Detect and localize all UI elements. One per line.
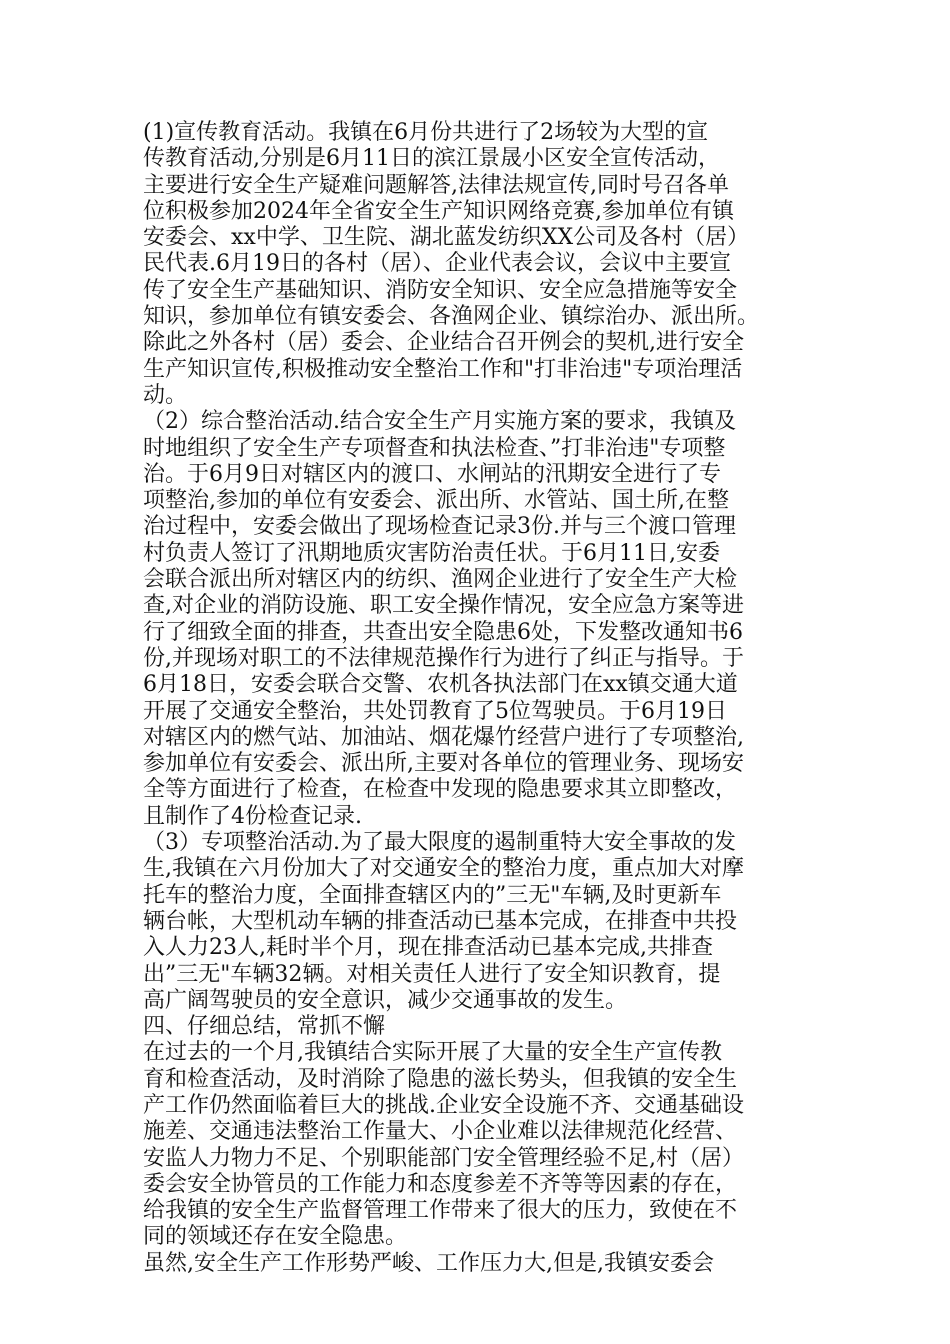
text-line: 同的领域还存在安全隐患。 <box>143 1224 408 1250</box>
text-line: 托车的整治力度，全面排查辖区内的”三无"车辆,及时更新车 <box>143 882 722 908</box>
text-line: 村负责人签订了汛期地质灾害防治责任状。于6月11日,安委 <box>143 540 720 566</box>
text-line: 在过去的一个月,我镇结合实际开展了大量的安全生产宣传教 <box>143 1040 722 1066</box>
text-line: 治。于6月9日对辖区内的渡口、水闸站的汛期安全进行了专 <box>143 461 721 487</box>
text-line: 安委会、xx中学、卫生院、湖北蓝发纺织XX公司及各村（居） <box>143 225 750 251</box>
text-line: 动。 <box>143 382 188 408</box>
text-line: 时地组织了安全生产专项督查和执法检查、”打非治违"专项整 <box>143 435 726 461</box>
text-line: 除此之外各村（居）委会、企业结合召开例会的契机,进行安全 <box>143 330 744 356</box>
text-line: 安监人力物力不足、个别职能部门安全管理经验不足,村（居） <box>143 1145 744 1171</box>
text-line: (1)宣传教育活动。我镇在6月份共进行了2场较为大型的宣 <box>143 120 709 145</box>
body-text <box>143 120 803 1277</box>
text-line: 传教育活动,分别是6月11日的滨江景晟小区安全宣传活动， <box>143 146 720 172</box>
text-line: （2）综合整治活动.结合安全生产月实施方案的要求，我镇及 <box>143 409 736 435</box>
text-line: 知识，参加单位有镇安委会、各渔网企业、镇综治办、派出所。 <box>143 304 760 330</box>
text-line: 对辖区内的燃气站、加油站、烟花爆竹经营户进行了专项整治, <box>143 724 744 750</box>
text-line: 育和检查活动，及时消除了隐患的滋长势头，但我镇的安全生 <box>143 1066 738 1092</box>
text-line: （3）专项整治活动.为了最大限度的遏制重特大安全事故的发 <box>143 830 736 856</box>
text-line: 治过程中，安委会做出了现场检查记录3份.并与三个渡口管理 <box>143 514 736 540</box>
text-line: 传了安全生产基础知识、消防安全知识、安全应急措施等安全 <box>143 277 738 303</box>
text-line: 6月18日，安委会联合交警、农机各执法部门在xx镇交通大道 <box>143 672 738 698</box>
text-line: 份,并现场对职工的不法律规范操作行为进行了纠正与指导。于 <box>143 645 744 671</box>
text-line: 参加单位有安委会、派出所,主要对各单位的管理业务、现场安 <box>143 751 744 777</box>
text-line: 开展了交通安全整治，共处罚教育了5位驾驶员。于6月19日 <box>143 698 727 724</box>
text-line: 产工作仍然面临着巨大的挑战.企业安全设施不齐、交通基础设 <box>143 1092 744 1118</box>
text-line: 查,对企业的消防设施、职工安全操作情况，安全应急方案等进 <box>143 593 744 619</box>
text-line: 会联合派出所对辖区内的纺织、渔网企业进行了安全生产大检 <box>143 567 738 593</box>
text-line: 入人力23人,耗时半个月，现在排查活动已基本完成,共排查 <box>143 935 713 961</box>
text-line: 位积极参加2024年全省安全生产知识网络竞赛,参加单位有镇 <box>143 198 734 224</box>
text-line: 高广阔驾驶员的安全意识，减少交通事故的发生。 <box>143 987 628 1013</box>
text-line: 委会安全协管员的工作能力和态度参差不齐等等因素的存在， <box>143 1171 738 1197</box>
text-line: 辆台帐，大型机动车辆的排查活动已基本完成，在排查中共投 <box>143 908 738 934</box>
text-line: 项整治,参加的单位有安委会、派出所、水管站、国土所,在整 <box>143 488 729 514</box>
text-line: 行了细致全面的排查，共查出安全隐患6处，下发整改通知书6 <box>143 619 743 645</box>
text-line: 虽然,安全生产工作形势严峻、工作压力大,但是,我镇安委会 <box>143 1250 714 1276</box>
text-line: 且制作了4份检查记录. <box>143 803 362 829</box>
text-line: 生,我镇在六月份加大了对交通安全的整治力度，重点加大对摩 <box>143 856 744 882</box>
text-line: 施差、交通违法整治工作量大、小企业难以法律规范化经营、 <box>143 1119 738 1145</box>
text-line: 四、仔细总结，常抓不懈 <box>143 1014 386 1040</box>
text-line: 出”三无"车辆32辆。对相关责任人进行了安全知识教育，提 <box>143 961 721 987</box>
text-line: 全等方面进行了检查，在检查中发现的隐患要求其立即整改， <box>143 777 738 803</box>
text-line: 给我镇的安全生产监督管理工作带来了很大的压力，致使在不 <box>143 1198 738 1224</box>
text-line: 生产知识宣传,积极推动安全整治工作和"打非治违"专项治理活 <box>143 356 743 382</box>
text-line: 主要进行安全生产疑难问题解答,法律法规宣传,同时号召各单 <box>143 172 729 198</box>
text-line: 民代表.6月19日的各村（居）、企业代表会议，会议中主要宣 <box>143 251 731 277</box>
